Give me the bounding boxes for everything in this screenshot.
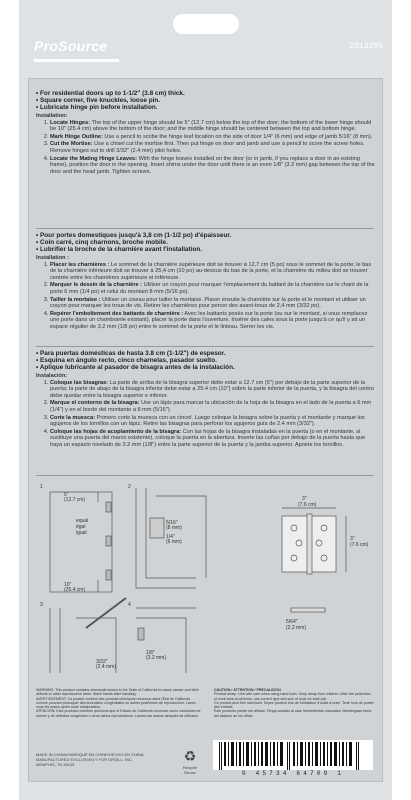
step-number: 4 xyxy=(128,602,131,608)
made-in: MADE IN CHINA/FABRIQUÉ EN CHINE/HECHO EN CHINA xyxy=(36,752,144,757)
recycle-symbol xyxy=(177,748,203,775)
recycle-icon: ♻ xyxy=(183,748,197,764)
manufactured-for: MANUFACTURED EXCLUSIVELY FOR ORGILL, INC. xyxy=(36,757,133,762)
caution-heading: CAUTION / ATTENTION / PRECAUCIÓN xyxy=(214,688,281,692)
hinge-mark xyxy=(106,502,111,512)
divider xyxy=(36,475,374,476)
step-number: 1 xyxy=(40,484,43,490)
hinge-mark xyxy=(106,570,111,580)
dim-label: (2.4 mm) xyxy=(96,664,116,670)
installation-heading: Instalación: xyxy=(36,373,68,379)
spanish-bullets xyxy=(36,350,376,371)
bullet: • Esquina en ángulo recto, cinco charnelas, pasador suelto. xyxy=(36,357,376,364)
step-number: 2 xyxy=(128,484,131,490)
bullet: • Aplique lubricante al pasador de bisagra antes de la instalación. xyxy=(36,364,376,371)
spanish-steps xyxy=(36,380,376,449)
step: 1. Locate Hinges: The top of the upper hinge should be 5" (12.7 cm) below the top of the door; the bottom of the lower hinge should be 10" (25.4 cm) above the bottom of the door; and the middle hinge should be centered between the top and bottom hinge. xyxy=(50,120,376,133)
french-section xyxy=(36,232,376,332)
installation-heading: Installation: xyxy=(36,113,68,119)
step: 1. Coloque las bisagras: La parte de arriba de la bisagra superior debe estar a 12.7 cm (5") por debajo de la parte superior de la puerta; la parte de abajo de la bisagra inferior debe estar a 25.4 cm (10") sobre la parte inferior de la puerta, y la bisagra del centro debe quedar entre la bisagra superior e inferior. xyxy=(50,380,376,400)
bullet: • Para puertas domésticas de hasta 3.8 cm (1-1/2") de espesor. xyxy=(36,350,376,357)
french-bullets xyxy=(36,232,376,253)
thickness-label: 5/64" xyxy=(286,619,298,625)
dim-label: 1/4" xyxy=(166,534,175,540)
warning-fr: AVERTISSEMENT: Ce produit contient des produits chimiques reconnus dans l'État de Californie comme pouvant provoquer des anomalies congénitales ou autres problèmes de reproduction. Lavez-vous les mains après toute manipulation. xyxy=(36,696,197,710)
dim-label: 10" xyxy=(64,582,72,588)
equal-label: equal xyxy=(76,518,89,524)
dim-label: (25.4 cm) xyxy=(64,587,86,593)
hinge-leaf xyxy=(150,518,164,538)
barcode-bars-icon xyxy=(213,740,373,770)
step: 4. Coloque las hojas de acoplamiento de la bisagra: Con las hojas de la bisagra instaladas en la puerta (o en el montante, si sustituye una puerta del marco existente), coloque la puerta en la abertura. Inserte las cuñas por debajo de la puerta hasta que haya un espacio nivelado de 3.2 mm (1/8") entre la parte superior de la puerta y la jamba superior. Apriete los tornillos. xyxy=(50,429,376,449)
step: 3. Corte la muesca: Primero corte la muesca con un cincel. Luego coloque la bisagra sobre la puerta y el montante y marque los agujeros de los tornillos con un lápiz. Retire las bisagras para perforar los agujeros guía de 2.4 mm (3/32"). xyxy=(50,415,376,428)
caution-fr: Ce produit peut être tranchant. Soyez prudent lors de l'utilisation d'outils à main. Tenir hors de portée des enfants. xyxy=(214,700,374,710)
equal-label: igual xyxy=(76,530,87,536)
english-steps xyxy=(36,120,376,176)
dim-label: (3.2 mm) xyxy=(146,655,166,661)
step: 2. Mark Hinge Outline: Use a pencil to scribe the hinge leaf location on the side of door 1/4" (6 mm) and edge of jamb 5/16" (8 mm). xyxy=(50,134,376,141)
bullet: • Pour portes domestiques jusqu'à 3,8 cm (1-1/2 po) d'épaisseur. xyxy=(36,232,376,239)
installation-heading: Installation : xyxy=(36,255,69,261)
height-label: 3" xyxy=(350,536,355,542)
manufacturer-info xyxy=(36,752,176,767)
warning-en: WARNING: This product contains chemicals known to the State of California to cause cancer and birth defects or other reproductive harm. Wash hands after handling. xyxy=(36,688,199,697)
manufacturer-city: MEMPHIS, TN 38135 xyxy=(36,762,75,767)
caution-en: Product sharp. Use with care when using hand tools. Keep away from children. After the protection of work area at all times, use correct type and size of tools for each job. xyxy=(214,692,371,701)
dim-label: 1/8" xyxy=(146,650,155,656)
dim-label: 3/32" xyxy=(96,659,108,665)
barcode xyxy=(213,740,373,770)
caution-es: Este producto puede ser afilado. Tenga cuidado al usar herramientas manuales. Manténgase fuera del alcance de los niños. xyxy=(214,709,372,718)
dim-label: 5/16" xyxy=(166,520,178,526)
english-bullets xyxy=(36,90,376,111)
width-label: (7.6 cm) xyxy=(298,502,317,508)
step: 3. Cut the Mortise: Use a chisel cut the mortise first. Then put hinge on door and jamb and use a pencil to score the screw holes. Remove hinges out to drill 3/32" (2.4 mm) pilot holes. xyxy=(50,141,376,154)
step-number: 3 xyxy=(40,602,43,608)
sku-number: 2813285 xyxy=(349,42,383,51)
step: 4. Repérer l'emboîtement des battants de charnière : Avec les battants posés sur la porte (ou sur le montant, si vous remplacez une porte dans un chambranle existant), placer la porte dans l'ouverture. Insérer des cales sous la porte jusqu'à ce qu'il y ait un espace régulier de 3,2 mm (1/8 po) entre le sommet de la porte et le linteau. Serrer les vis. xyxy=(50,311,376,331)
spanish-section xyxy=(36,350,376,450)
bullet: • Square corner, five knuckles, loose pin. xyxy=(36,97,376,104)
brand-underline xyxy=(34,59,119,62)
french-steps xyxy=(36,262,376,331)
bullet: • For residential doors up to 1-1/2" (3.8 cm) thick. xyxy=(36,90,376,97)
step: 2. Marque el contorno de la bisagra: Use un lápiz para marcar la ubicación de la hoja de la bisagra en el lado de la puerta a 6 mm (1/4") y en el borde del montante a 8 mm (5/16"). xyxy=(50,400,376,413)
width-label: 3" xyxy=(302,496,307,502)
brand-logo: ProSource xyxy=(34,38,108,54)
warning-left xyxy=(36,688,201,718)
english-section xyxy=(36,90,376,176)
hang-hole xyxy=(173,14,239,34)
dim-label: 5" xyxy=(64,492,69,498)
step: 1. Placer les charnières : Le sommet de la charnière supérieure doit se trouver à 12,7 cm (5 po) sous le sommet de la porte; le bas de la charnière inférieure doit se trouver à 25,4 cm (10 po) au-dessus du bas de la porte, et la charnière du milieu doit se trouver centrée entre les charnières supérieure et inférieure. xyxy=(50,262,376,282)
step: 3. Tailler la mortaise : Utiliser un ciseau pour tailler la mortaise. Placer ensuite la charnière sur la porte et le montant et utiliser un crayon pour marquer les trous de vis. Retirer les charnières pour percer des avant-trous de 2,4 mm (3/32 po). xyxy=(50,297,376,310)
barcode-number: 0 45734 64709 1 xyxy=(241,770,344,777)
dim-label: (6 mm) xyxy=(166,539,182,545)
dim-label: (12.7 cm) xyxy=(64,497,86,503)
door-outline xyxy=(50,492,112,592)
step: 2. Marquer le dessin de la charnière : Utiliser un crayon pour marquer l'emplacement du battant de la charnière sur le chant de la porte 6 mm (1/4 po) et celui du montant 8 mm (5/16 po). xyxy=(50,282,376,295)
step: 4. Locate the Mating Hinge Leaves: With the hinge leaves installed on the door (or in jamb, if you replace a door in an existing frame), position the door in the opening. Insert shims under the door until there is an even 1/8" (3.2 mm) gap between the top of the door and the head jamb. Tighten screws. xyxy=(50,156,376,176)
hinge-mark xyxy=(106,536,111,546)
bullet: • Lubrifier la broche de la charnière avant l'installation. xyxy=(36,246,376,253)
installation-diagram xyxy=(36,478,374,683)
thickness-label: (2.2 mm) xyxy=(286,625,306,631)
warning-right xyxy=(214,688,374,718)
divider xyxy=(36,346,374,347)
bullet: • Coin carré, cinq charnons, broche mobile. xyxy=(36,239,376,246)
warning-es: ATENCIÓN: Este producto contiene químicos que el Estado de California reconoce como causantes de cáncer y de defectos congénitos u otros daños reproductivos. Lávese las manos después de utilizarlo. xyxy=(36,709,201,718)
bullet: • Lubricate hinge pin before installation. xyxy=(36,104,376,111)
recycle-text: Recycle Reuse xyxy=(182,765,198,775)
hinge-leaf-left xyxy=(282,516,308,572)
equal-label: égal xyxy=(76,524,86,530)
hinge-knuckle xyxy=(307,514,312,574)
dim-label: (8 mm) xyxy=(166,525,182,531)
hinge-leaf-right xyxy=(310,516,336,572)
divider xyxy=(36,228,374,229)
height-label: (7.6 cm) xyxy=(350,542,369,548)
